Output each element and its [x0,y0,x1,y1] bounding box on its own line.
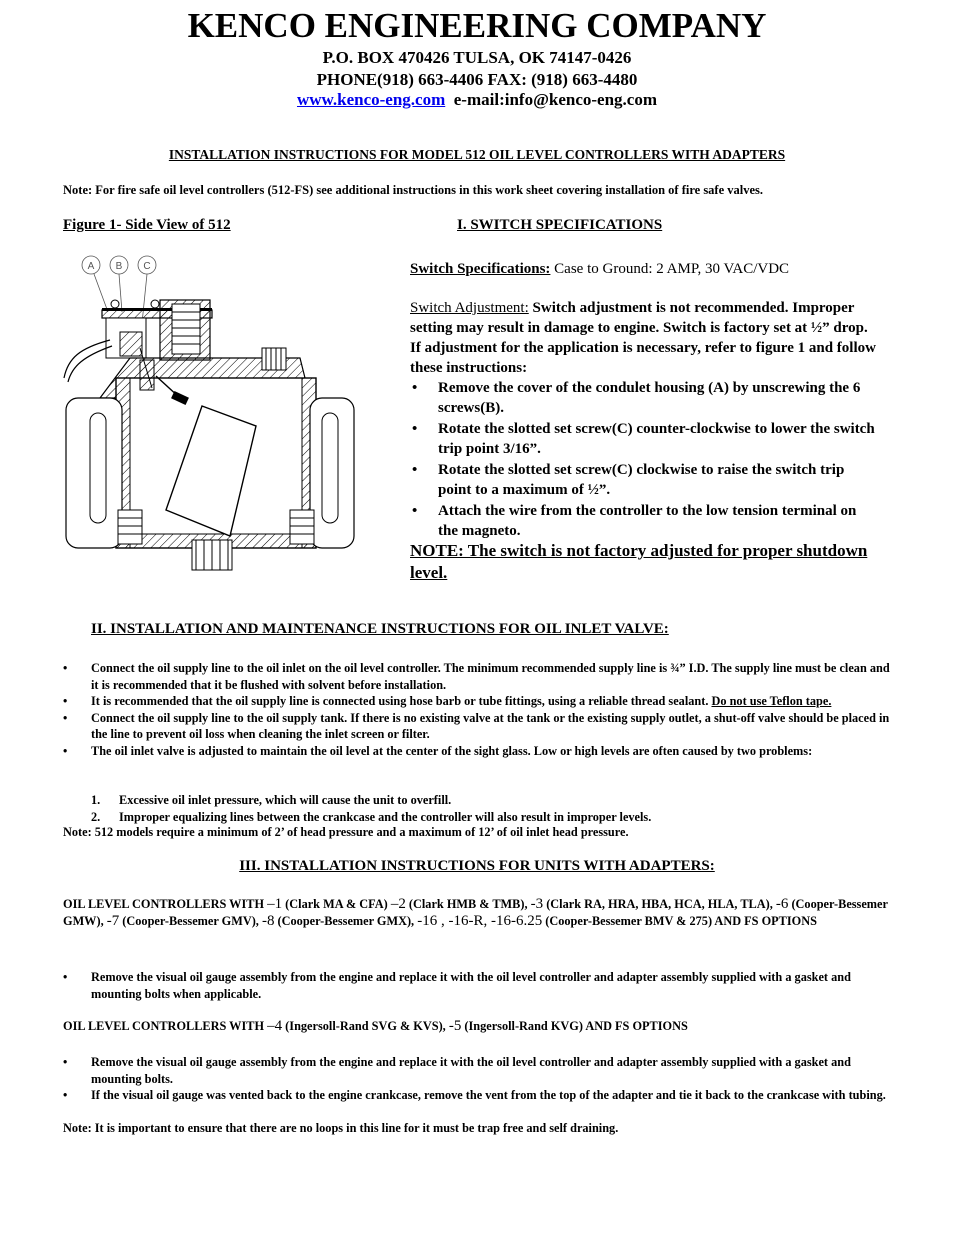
adapter-group-b: OIL LEVEL CONTROLLERS WITH –4 (Ingersoll-Rand SVG & KVS), -5 (Ingersoll-Rand KVG) AND FS OPTIONS [63,1018,688,1034]
figure-caption: Figure 1- Side View of 512 [63,217,231,233]
list-item: • Connect the oil supply line to the oil supply tank. If there is no existing valve at the tank or the existing supply outlet, a shut-off valve should be placed in the line to prevent oil loss when cleaning the inlet screen or filter. [63,710,893,743]
trap-free-note: Note: It is important to ensure that there are no loops in this line for it must be trap free and self draining. [63,1121,619,1135]
document-title: INSTALLATION INSTRUCTIONS FOR MODEL 512 OIL LEVEL CONTROLLERS WITH ADAPTERS [168,147,786,162]
list-item: 2. Improper equalizing lines between the crankcase and the controller will also result in improper levels. [91,809,652,824]
adapter-group-a-steps [63,969,893,1002]
callout-a-label: A [87,261,95,272]
switch-note: NOTE: The switch is not factory adjusted for proper shutdown level. [410,541,868,582]
fire-safe-note: Note: For fire safe oil level controllers (512-FS) see additional instructions in this work sheet covering installation of fire safe valves. [63,183,764,197]
oil-inlet-valve-instructions [63,660,893,759]
switch-specifications [410,259,890,279]
list-item [63,693,893,710]
email-text: e-mail:info@kenco-eng.com [453,90,657,109]
address-line: P.O. BOX 470426 TULSA, OK 74147-0426 [322,48,632,67]
problem-list [91,792,891,825]
list-item: • Remove the cover of the condulet housing (A) by unscrewing the 6 screws(B). [410,378,880,418]
callout-b-label: B [115,261,123,272]
oil-level-controller-drawing [60,248,360,588]
list-item: • Remove the visual oil gauge assembly from the engine and replace it with the oil level controller and adapter assembly supplied with a gasket and mounting bolts when applicable. [63,969,893,1002]
switch-adj-text: Switch adjustment is not recommended. Improper setting may result in damage to engine. Switch is factory set at ½” drop. If adjustment for the application is necessary, refer to figure 1 and follow these instructions: [410,300,876,376]
list-item: • The oil inlet valve is adjusted to maintain the oil level at the center of the sight glass. Low or high levels are often caused by two problems: [63,743,893,760]
list-item: • Rotate the slotted set screw(C) clockwise to raise the switch trip point to a maximum of ½”. [410,460,880,500]
section-1-heading: I. SWITCH SPECIFICATIONS [457,217,663,233]
adapter-group-a: OIL LEVEL CONTROLLERS WITH –1 (Clark MA & CFA) –2 (Clark HMB & TMB), -3 (Clark RA, HRA, HBA, HCA, HLA, TLA), -6 (Cooper-Bessemer GMW), -7 (Cooper-Bessemer GMV), -8 (Cooper-Bessemer GMX), -16 , -16-R, -16-6.25 (Cooper-Bessemer BMV & 275) AND FS OPTIONS [63,896,888,929]
section-3-heading: III. INSTALLATION INSTRUCTIONS FOR UNITS WITH ADAPTERS: [239,858,715,874]
switch-adj-label: Switch Adjustment: [410,300,529,316]
head-pressure-note: Note: 512 models require a minimum of 2’ of head pressure and a maximum of 12’ of oil inlet head pressure. [63,825,629,839]
switch-spec-value: Case to Ground: 2 AMP, 30 VAC/VDC [550,261,790,277]
teflon-warning: Do not use Teflon tape. [711,694,832,708]
website-link[interactable]: www.kenco-eng.com [296,90,446,109]
list-item: • Attach the wire from the controller to the low tension terminal on the magneto. [410,501,880,541]
list-item: • Connect the oil supply line to the oil inlet on the oil level controller. The minimum recommended supply line is ¾” I.D. The supply line must be clean and it is recommended that it be flushed with solvent before installation. [63,660,893,693]
side-view-figure [60,248,360,588]
switch-spec-label: Switch Specifications: [410,261,551,277]
list-item: • Rotate the slotted set screw(C) counter-clockwise to lower the switch trip point 3/16”. [410,419,880,459]
bullet2-text: It is recommended that the oil supply line is connected using hose barb or tube fittings, using a reliable thread sealant. [91,694,712,708]
adapter-group-b-steps [63,1054,893,1104]
section-2-heading: II. INSTALLATION AND MAINTENANCE INSTRUCTIONS FOR OIL INLET VALVE: [91,621,669,637]
switch-adjustment [410,298,880,378]
callout-c-label: C [143,261,151,272]
list-item: • If the visual oil gauge was vented back to the engine crankcase, remove the vent from the top of the adapter and tie it back to the crankcase with tubing. [63,1087,893,1104]
list-item: 1. Excessive oil inlet pressure, which will cause the unit to overfill. [91,793,452,807]
switch-adjustment-steps [410,378,880,542]
phone-line: PHONE(918) 663-4406 FAX: (918) 663-4480 [316,70,638,89]
company-name: KENCO ENGINEERING COMPANY [187,6,767,45]
list-item: • Remove the visual oil gauge assembly from the engine and replace it with the oil level controller and adapter assembly supplied with a gasket and mounting bolts. [63,1054,893,1087]
web-email-line [0,90,954,110]
